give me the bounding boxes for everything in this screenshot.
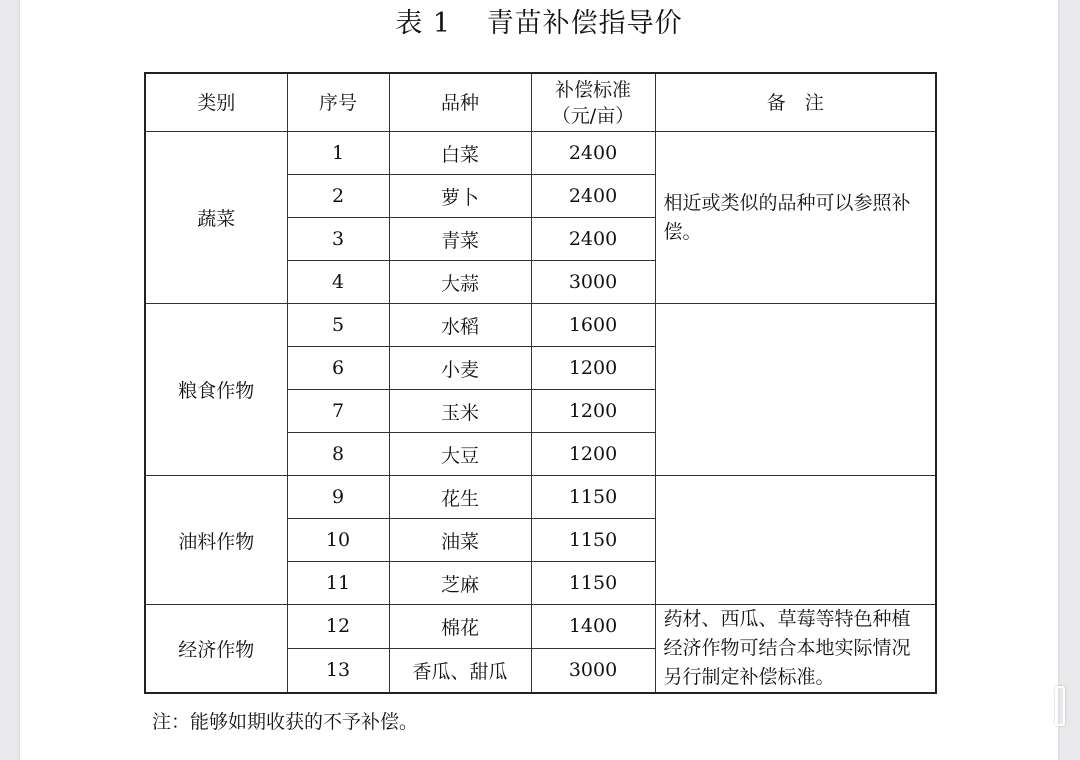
variety-cell: 水稻 — [389, 304, 531, 347]
seq-cell: 12 — [287, 605, 389, 649]
variety-cell: 白菜 — [389, 132, 531, 175]
price-cell: 2400 — [531, 218, 655, 261]
category-cell: 蔬菜 — [145, 132, 287, 304]
header-category: 类别 — [145, 73, 287, 132]
table-row — [145, 476, 936, 519]
seq-cell: 5 — [287, 304, 389, 347]
header-standard — [531, 73, 655, 132]
table-footnote: 注：能够如期收获的不予补偿。 — [152, 711, 419, 733]
title-label: 表 — [395, 8, 424, 39]
title-text: 青苗补偿指导价 — [486, 8, 683, 39]
price-cell: 1200 — [531, 390, 655, 433]
price-cell: 1150 — [531, 562, 655, 605]
price-cell: 2400 — [531, 132, 655, 175]
header-row — [145, 73, 936, 132]
seq-cell: 6 — [287, 347, 389, 390]
header-standard-line1: 补偿标准 — [554, 78, 631, 101]
table-row — [145, 304, 936, 347]
variety-cell: 萝卜 — [389, 175, 531, 218]
seq-cell: 13 — [287, 648, 389, 693]
variety-cell: 油菜 — [389, 519, 531, 562]
variety-cell: 玉米 — [389, 390, 531, 433]
variety-cell: 青菜 — [389, 218, 531, 261]
seq-cell: 10 — [287, 519, 389, 562]
table-title — [20, 4, 1058, 44]
table-row — [145, 132, 936, 175]
remark-cell — [655, 476, 936, 605]
header-variety: 品种 — [389, 73, 531, 132]
price-cell: 1150 — [531, 519, 655, 562]
seq-cell: 4 — [287, 261, 389, 304]
seq-cell: 2 — [287, 175, 389, 218]
price-cell: 1150 — [531, 476, 655, 519]
variety-cell: 芝麻 — [389, 562, 531, 605]
variety-cell: 大蒜 — [389, 261, 531, 304]
variety-cell: 小麦 — [389, 347, 531, 390]
seq-cell: 7 — [287, 390, 389, 433]
title-number: 1 — [432, 8, 452, 39]
remark-cell: 相近或类似的品种可以参照补偿。 — [655, 132, 936, 304]
category-cell: 粮食作物 — [145, 304, 287, 476]
header-seq: 序号 — [287, 73, 389, 132]
variety-cell: 棉花 — [389, 605, 531, 649]
variety-cell: 大豆 — [389, 433, 531, 476]
price-cell: 1200 — [531, 433, 655, 476]
header-remark: 备 注 — [655, 73, 936, 132]
seq-cell: 3 — [287, 218, 389, 261]
price-cell: 1200 — [531, 347, 655, 390]
remark-cell — [655, 304, 936, 476]
price-cell: 3000 — [531, 261, 655, 304]
compensation-table — [144, 72, 937, 694]
seq-cell: 9 — [287, 476, 389, 519]
price-cell: 1400 — [531, 605, 655, 649]
remark-cell: 药材、西瓜、草莓等特色种植经济作物可结合本地实际情况另行制定补偿标准。 — [655, 605, 936, 694]
header-standard-line2: （元/亩） — [551, 104, 635, 127]
category-cell: 经济作物 — [145, 605, 287, 694]
seq-cell: 1 — [287, 132, 389, 175]
variety-cell: 香瓜、甜瓜 — [389, 648, 531, 693]
price-cell: 2400 — [531, 175, 655, 218]
seq-cell: 8 — [287, 433, 389, 476]
table-row — [145, 605, 936, 649]
price-cell: 1600 — [531, 304, 655, 347]
price-cell: 3000 — [531, 648, 655, 693]
category-cell: 油料作物 — [145, 476, 287, 605]
seq-cell: 11 — [287, 562, 389, 605]
scroll-indicator[interactable] — [1055, 686, 1065, 726]
variety-cell: 花生 — [389, 476, 531, 519]
